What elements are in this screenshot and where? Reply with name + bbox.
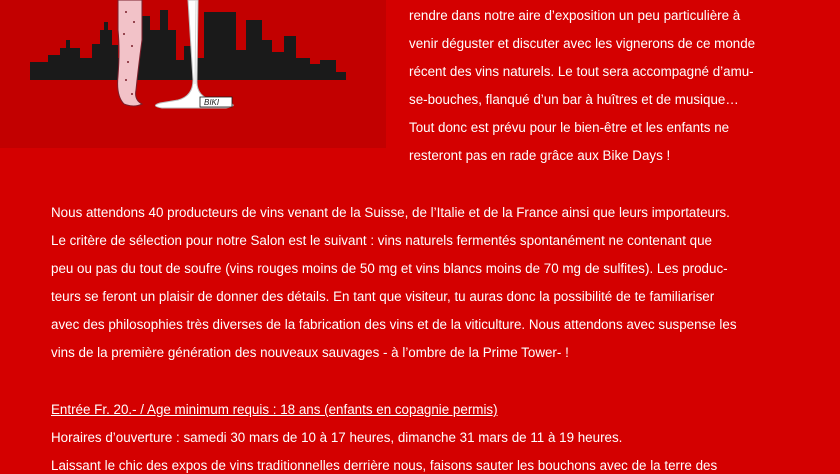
intro-line: resteront pas en rade grâce aux Bike Days !: [409, 148, 671, 163]
entry-info: Entrée Fr. 20.- / Age minimum requis : 18 ans (enfants en copagnie permis): [51, 402, 498, 417]
paragraph-line: avec des philosophies très diverses de la fabrication des vins et de la viticulture. Nous attendons avec suspense les: [51, 317, 737, 332]
paragraph-line: Nous attendons 40 producteurs de vins venant de la Suisse, de l’Italie et de la France ainsi que leurs importateurs.: [51, 205, 730, 220]
intro-line: venir déguster et discuter avec les vignerons de ce monde: [409, 36, 756, 51]
intro-line: se-bouches, flanqué d’un bar à huîtres et de musique…: [409, 92, 739, 107]
paragraph-line: vins de la première génération des nouveaux sauvages - à l’ombre de la Prime Tower- !: [51, 345, 569, 360]
intro-line: rendre dans notre aire d’exposition un peu particulière à: [409, 8, 741, 23]
paragraph-line: peu ou pas du tout de soufre (vins rouges moins de 50 mg et vins blancs moins de 70 mg de sulfites). Les produc-: [51, 261, 728, 276]
city-skyline: [30, 10, 346, 80]
opening-hours: Horaires d’ouverture : samedi 30 mars de 10 à 17 heures, dimanche 31 mars de 11 à 19 heures.: [51, 430, 623, 445]
skyline-wine-glass-drawing: [0, 0, 386, 148]
leg-drawing: [118, 0, 142, 106]
artist-signature: BIKI: [204, 98, 220, 107]
closing-line: Laissant le chic des expos de vins traditionnelles derrière nous, faisons sauter les bouchons avec de la terre des: [51, 458, 718, 473]
paragraph-line: Le critère de sélection pour notre Salon est le suivant : vins naturels fermentés spontanément ne contenant que: [51, 233, 713, 248]
illustration: [0, 0, 386, 148]
paragraph-line: teurs se feront un plaisir de donner des détails. En tant que visiteur, tu auras donc la possibilité de te familiariser: [51, 289, 715, 304]
intro-line: récent des vins naturels. Le tout sera accompagné d’amu-: [409, 64, 754, 79]
intro-line: Tout donc est prévu pour le bien-être et les enfants ne: [409, 120, 730, 135]
